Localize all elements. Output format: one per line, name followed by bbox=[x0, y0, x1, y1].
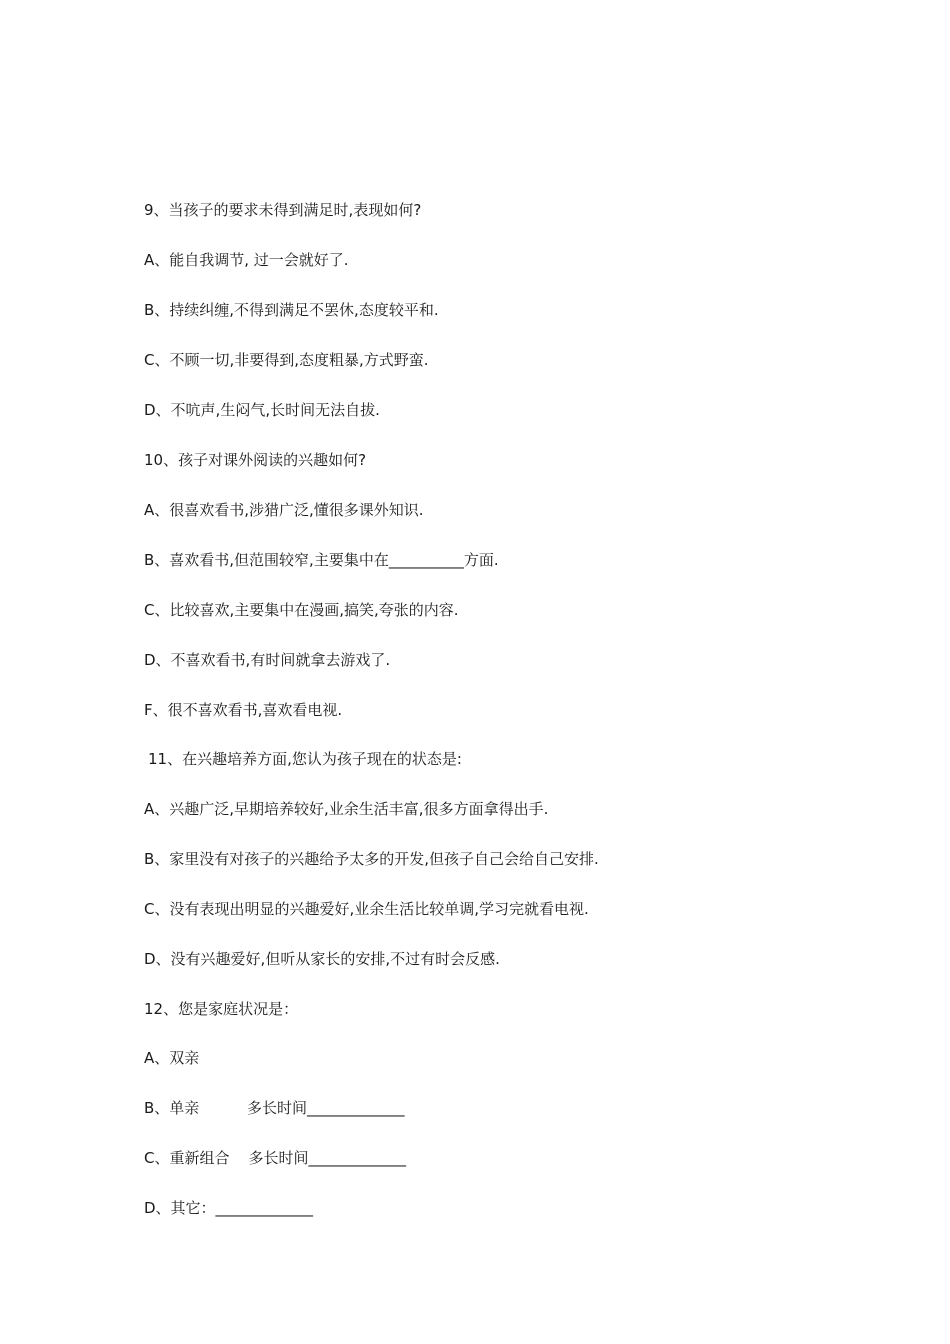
question-10: 10、孩子对课外阅读的兴趣如何? bbox=[144, 451, 367, 469]
option-10f: F、很不喜欢看书,喜欢看电视. bbox=[144, 701, 343, 719]
option-12a: A、双亲 bbox=[144, 1049, 200, 1067]
question-9: 9、当孩子的要求未得到满足时,表现如何? bbox=[144, 201, 422, 219]
option-9b: B、持续纠缠,不得到满足不罢休,态度较平和. bbox=[144, 301, 439, 319]
option-10b: B、喜欢看书,但范围较窄,主要集中在__________方面. bbox=[144, 551, 499, 569]
option-9a: A、能自我调节, 过一会就好了. bbox=[144, 251, 349, 269]
option-10c: C、比较喜欢,主要集中在漫画,搞笑,夸张的内容. bbox=[144, 601, 459, 619]
option-9d: D、不吭声,生闷气,长时间无法自拔. bbox=[144, 401, 380, 419]
option-10d: D、不喜欢看书,有时间就拿去游戏了. bbox=[144, 651, 391, 669]
option-11d: D、没有兴趣爱好,但听从家长的安排,不过有时会反感. bbox=[144, 950, 500, 968]
question-11: 11、在兴趣培养方面,您认为孩子现在的状态是: bbox=[148, 750, 462, 768]
option-12b: B、单亲 多长时间_____________ bbox=[144, 1099, 405, 1117]
option-9c: C、不顾一切,非要得到,态度粗暴,方式野蛮. bbox=[144, 351, 429, 369]
option-12d: D、其它：_____________ bbox=[144, 1199, 314, 1217]
option-11b: B、家里没有对孩子的兴趣给予太多的开发,但孩子自己会给自己安排. bbox=[144, 850, 599, 868]
option-11a: A、兴趣广泛,早期培养较好,业余生活丰富,很多方面拿得出手. bbox=[144, 800, 549, 818]
option-12c: C、重新组合 多长时间_____________ bbox=[144, 1149, 407, 1167]
question-12: 12、您是家庭状况是： bbox=[144, 1000, 299, 1018]
option-10a: A、很喜欢看书,涉猎广泛,懂很多课外知识. bbox=[144, 501, 424, 519]
option-11c: C、没有表现出明显的兴趣爱好,业余生活比较单调,学习完就看电视. bbox=[144, 900, 589, 918]
